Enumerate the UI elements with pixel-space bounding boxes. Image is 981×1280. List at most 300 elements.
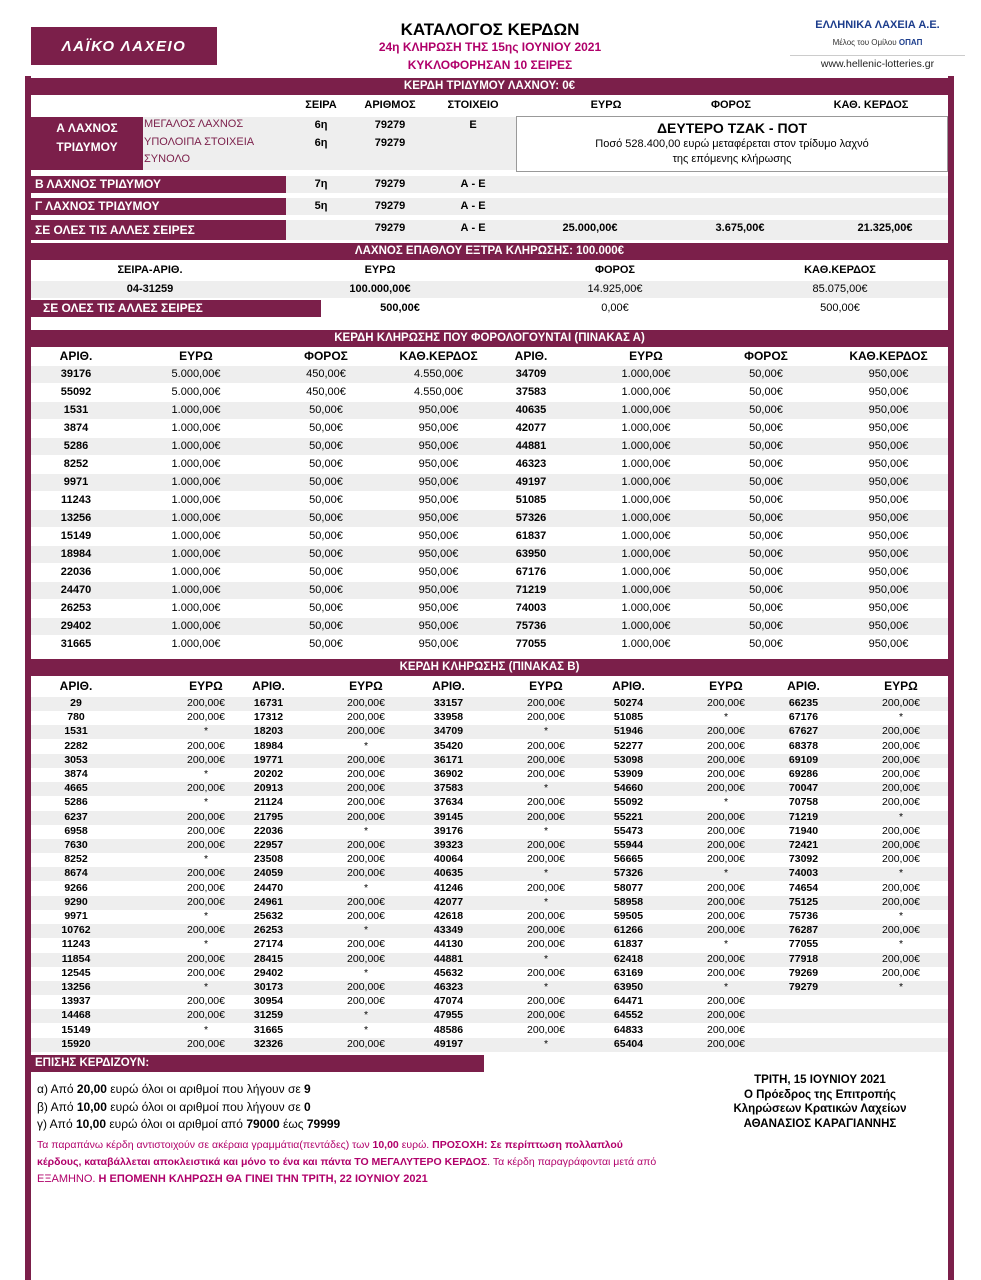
tableB-amount: *: [363, 966, 369, 979]
tableB-number: 55944: [613, 839, 644, 851]
tableB-number: 6237: [64, 810, 88, 823]
tableB-amount: *: [543, 782, 549, 795]
tableB-amount: 200,00€: [882, 924, 920, 937]
tableA-cell: 15149: [60, 530, 92, 542]
tableB-amount: 200,00€: [187, 753, 225, 766]
tableB-number: 31259: [253, 1009, 284, 1022]
tableA-cell: 950,00€: [418, 440, 459, 452]
tableB-amount: 200,00€: [187, 839, 225, 851]
tableB-amount: 200,00€: [187, 966, 225, 979]
tableA-cell: 50,00€: [309, 638, 343, 650]
tableB-amount: 200,00€: [527, 924, 565, 937]
tableA-header-cell: ΦΟΡΟΣ: [304, 349, 348, 363]
tableB-amount: 200,00€: [527, 796, 565, 809]
tableB-amount: *: [543, 952, 549, 965]
tableB-number: 51946: [613, 725, 644, 738]
tableB-amount: 200,00€: [187, 739, 225, 752]
tableB-amount: 200,00€: [707, 725, 745, 738]
tableA-cell: 31665: [60, 638, 92, 650]
tableB-number: 70047: [788, 782, 819, 795]
tableB-number: 24470: [253, 881, 284, 894]
tableB-amount: 200,00€: [707, 952, 745, 965]
tableA-cell: 13256: [60, 512, 92, 524]
tableB-amount: 200,00€: [187, 697, 225, 709]
tableB-number: 8252: [64, 853, 88, 866]
page-title: ΚΑΤΑΛΟΓΟΣ ΚΕΡΔΩΝ: [400, 20, 580, 39]
tableB-amount: 200,00€: [347, 910, 385, 922]
tableA-cell: 950,00€: [868, 620, 909, 632]
tableB-amount: 200,00€: [882, 753, 920, 766]
table-row: [31, 420, 948, 437]
tableA-cell: 50,00€: [309, 404, 343, 416]
all-net: 21.325,00€: [857, 222, 913, 234]
tableB-number: 33157: [433, 697, 464, 709]
all-number: 79279: [374, 222, 406, 234]
tableB-number: 67176: [788, 711, 819, 724]
tableA-cell: 29402: [60, 620, 92, 632]
tableB-amount: 200,00€: [347, 753, 385, 766]
tableB-number: 50274: [613, 697, 644, 709]
tableB-header-cell: ΑΡΙΘ.: [787, 679, 820, 693]
table-row: [31, 582, 948, 599]
tableB-amount: 200,00€: [187, 924, 225, 937]
tableA-cell: 50,00€: [309, 440, 343, 452]
tableA-cell: 950,00€: [868, 368, 909, 380]
tableB-number: 2282: [64, 739, 88, 752]
tableB-number: 34709: [433, 725, 464, 738]
tableA-cell: 1.000,00€: [621, 620, 671, 632]
hdr-series: ΣΕΙΡΑ: [305, 99, 337, 111]
tableB-number: 26253: [253, 924, 284, 937]
tableB-number: 45632: [433, 966, 464, 979]
tableB-amount: 200,00€: [707, 739, 745, 752]
triple-b-label: Β ΛΑΧΝΟΣ ΤΡΙΔΥΜΟΥ: [31, 176, 286, 193]
tableB-amount: 200,00€: [882, 824, 920, 837]
tableB-amount: 200,00€: [187, 867, 225, 880]
tableA-cell: 50,00€: [309, 530, 343, 542]
extra-hdr-tax: ΦΟΡΟΣ: [594, 264, 636, 276]
sign-line-1: Ο Πρόεδρος της Επιτροπής: [743, 1088, 897, 1101]
tableB-number: 24961: [253, 895, 284, 908]
tableB-number: 55221: [613, 810, 644, 823]
tableB-header-cell: ΕΥΡΩ: [349, 679, 383, 693]
tableB-number: 55473: [613, 824, 644, 837]
tableB-number: 61837: [613, 938, 644, 951]
triple-a-label-2: ΤΡΙΔΥΜΟΥ: [56, 140, 118, 154]
tableA-cell: 950,00€: [418, 584, 459, 596]
tableB-number: 44130: [433, 938, 464, 951]
tableA-cell: 57326: [515, 512, 547, 524]
tableB-amount: *: [543, 895, 549, 908]
tableB-amount: 200,00€: [347, 981, 385, 993]
tableB-amount: *: [203, 853, 209, 866]
tableA-cell: 18984: [60, 548, 92, 560]
tableB-number: 5286: [64, 796, 88, 809]
tableB-amount: 200,00€: [882, 725, 920, 738]
tableA-cell: 1.000,00€: [621, 584, 671, 596]
tableB-number: 74654: [788, 881, 819, 894]
tableA-cell: 50,00€: [309, 584, 343, 596]
tableA-cell: 1.000,00€: [171, 422, 221, 434]
tableB-number: 21124: [254, 796, 283, 809]
tableB-number: 9266: [64, 881, 88, 894]
tableA-cell: 950,00€: [868, 440, 909, 452]
tableB-number: 41246: [433, 881, 464, 894]
tableB-amount: 200,00€: [347, 782, 385, 795]
tableB-number: 64833: [613, 1023, 644, 1036]
tableA-cell: 50,00€: [749, 530, 783, 542]
tableB-amount: 200,00€: [527, 853, 565, 866]
tableB-number: 8674: [64, 867, 88, 880]
company-name: ΕΛΛΗΝΙΚΑ ΛΑΧΕΙΑ Α.Ε.: [815, 19, 940, 31]
tableB-amount: 200,00€: [527, 739, 565, 752]
a1-number: 79279: [374, 119, 406, 131]
extra-hdr-net: ΚΑΘ.ΚΕΡΔΟΣ: [804, 264, 876, 276]
tableA-cell: 1.000,00€: [171, 602, 221, 614]
tableA-cell: 50,00€: [309, 620, 343, 632]
tableB-amount: *: [723, 867, 729, 880]
tableB-number: 79279: [788, 981, 819, 993]
tableB-amount: 200,00€: [707, 697, 745, 709]
tableB-amount: *: [898, 981, 904, 993]
tableA-cell: 950,00€: [868, 512, 909, 524]
tableB-number: 3053: [64, 753, 88, 766]
table-row: [31, 600, 948, 617]
tableB-number: 29402: [253, 966, 284, 979]
tableB-number: 30954: [253, 995, 284, 1008]
tableA-cell: 42077: [515, 422, 547, 434]
sub-total: ΣΥΝΟΛΟ: [144, 153, 191, 165]
table-row: [31, 366, 948, 383]
tableB-number: 77055: [788, 938, 819, 951]
sub-major-draw: ΜΕΓΑΛΟΣ ΛΑΧΝΟΣ: [144, 118, 244, 130]
tableA-cell: 50,00€: [749, 440, 783, 452]
tableB-number: 27174: [253, 938, 284, 951]
tableB-amount: 200,00€: [707, 782, 745, 795]
tableB-number: 15149: [61, 1023, 91, 1036]
tableB-amount: *: [543, 981, 549, 993]
tableA-cell: 950,00€: [868, 404, 909, 416]
tableA-cell: 34709: [515, 368, 547, 380]
extra-all-label: ΣΕ ΟΛΕΣ ΤΙΣ ΑΛΛΕΣ ΣΕΙΡΕΣ: [31, 300, 321, 317]
tableA-cell: 1.000,00€: [621, 368, 671, 380]
tableB-amount: 200,00€: [527, 910, 565, 922]
tableA-cell: 950,00€: [418, 458, 459, 470]
tableA-cell: 950,00€: [418, 422, 459, 434]
tableB-amount: 200,00€: [527, 938, 565, 951]
tableB-amount: 200,00€: [707, 924, 745, 937]
sign-line-2: Κληρώσεων Κρατικών Λαχείων: [733, 1103, 907, 1115]
tableA-cell: 71219: [515, 584, 547, 596]
tableB-number: 22036: [253, 824, 284, 837]
c-element: Α - Ε: [460, 200, 486, 212]
tableB-amount: *: [203, 768, 209, 780]
tableA-cell: 950,00€: [868, 494, 909, 506]
tableA-cell: 44881: [515, 440, 547, 452]
tableB-amount: *: [203, 1023, 209, 1036]
tableA-cell: 950,00€: [418, 566, 459, 578]
note-line-2: κέρδους, καταβάλλεται αποκλειστικά και μόνο το ένα και πάντα ΤΟ ΜΕΓΑΛΥΤΕΡΟ ΚΕΡΔΟΣ. Τα κέρδη παραγράφονται μετά από: [37, 1156, 657, 1168]
tableB-number: 30173: [253, 981, 284, 993]
tableA-cell: 1.000,00€: [171, 404, 221, 416]
tableB-number: 46323: [433, 981, 464, 993]
tableB-number: 62418: [613, 952, 644, 965]
tableB-amount: 200,00€: [527, 711, 565, 724]
tableB-amount: 200,00€: [347, 796, 385, 809]
tableB-number: 53909: [613, 768, 644, 780]
a1-element: Ε: [469, 119, 477, 131]
tableB-amount: 200,00€: [187, 1037, 225, 1050]
tableA-header-row: [31, 348, 948, 365]
tableB-amount: *: [543, 867, 549, 880]
tableB: [31, 677, 948, 1052]
tableB-amount: *: [898, 938, 904, 951]
tableB-number: 77918: [788, 952, 819, 965]
tableB-number: 37583: [433, 782, 464, 795]
tableA-cell: 4.550,00€: [414, 368, 463, 380]
tableA-cell: 1.000,00€: [621, 566, 671, 578]
tableB-number: 36902: [433, 768, 464, 780]
hdr-net: ΚΑΘ. ΚΕΡΔΟΣ: [833, 99, 909, 111]
tableA-cell: 40635: [515, 404, 547, 416]
extra-all-euro: 500,00€: [380, 302, 420, 314]
tableA-cell: 1.000,00€: [171, 548, 221, 560]
tableB-amount: 200,00€: [347, 952, 385, 965]
triple-header-row: [31, 96, 948, 116]
tableA-cell: 950,00€: [418, 512, 459, 524]
tableA-cell: 950,00€: [868, 584, 909, 596]
tableB-number: 39323: [433, 839, 464, 851]
tableB-amount: 200,00€: [527, 839, 565, 851]
tableB-header-cell: ΕΥΡΩ: [189, 679, 223, 693]
tableB-number: 13937: [61, 995, 91, 1008]
tableA-cell: 50,00€: [749, 548, 783, 560]
tableA-cell: 950,00€: [418, 620, 459, 632]
tableB-amount: *: [203, 725, 209, 738]
tableB-amount: *: [363, 824, 369, 837]
tableB-number: 51085: [613, 711, 644, 724]
tableA-header-cell: ΑΡΙΘ.: [514, 349, 548, 363]
tableA-cell: 55092: [60, 386, 92, 398]
tableA-cell: 950,00€: [418, 638, 459, 650]
a2-series: 6η: [314, 137, 328, 149]
tableB-amount: 200,00€: [347, 938, 385, 951]
extra-hdr-euro: ΕΥΡΩ: [364, 264, 396, 276]
tableA-cell: 950,00€: [868, 602, 909, 614]
tableB-amount: 200,00€: [527, 768, 565, 780]
also-rule-a: α) Από 20,00 ευρώ όλοι οι αριθμοί που λήγουν σε 9: [37, 1082, 311, 1096]
note-line-1: Τα παραπάνω κέρδη αντιστοιχούν σε ακέραια γραμμάτια(πεντάδες) των 10,00 ευρώ. ΠΡΟΣΟΧΗ: Σε περίπτωση πολλαπλού: [37, 1139, 623, 1151]
tableA-cell: 50,00€: [749, 476, 783, 488]
tableB-number: 33958: [433, 711, 464, 724]
tableB-amount: 200,00€: [882, 881, 920, 894]
company-member: Μέλος του Ομίλου ΟΠΑΠ: [832, 38, 923, 47]
tableB-number: 69286: [788, 768, 819, 780]
tableB-number: 23508: [253, 853, 284, 866]
tableA-cell: 1.000,00€: [621, 548, 671, 560]
tableB-number: 13256: [61, 981, 91, 993]
tableA-cell: 950,00€: [868, 530, 909, 542]
also-rule-b: β) Από 10,00 ευρώ όλοι οι αριθμοί που λήγουν σε 0: [37, 1100, 311, 1114]
tableA-cell: 950,00€: [418, 602, 459, 614]
tableB-number: 9290: [64, 895, 88, 908]
tableB-number: 780: [67, 711, 85, 724]
tableB-amount: *: [363, 924, 369, 937]
tableB-number: 40064: [433, 853, 464, 866]
tableB-number: 75125: [788, 895, 819, 908]
tableB-amount: *: [203, 910, 209, 922]
tableA-cell: 1.000,00€: [621, 476, 671, 488]
tableB-amount: *: [363, 739, 369, 752]
tableA-cell: 950,00€: [868, 476, 909, 488]
tableB-amount: 200,00€: [882, 952, 920, 965]
tableA-header-cell: ΕΥΡΩ: [629, 349, 663, 363]
tableB-number: 7630: [64, 839, 88, 851]
tableA-cell: 50,00€: [749, 404, 783, 416]
tableB-amount: 200,00€: [527, 966, 565, 979]
tableB-number: 55092: [613, 796, 644, 809]
tableB-number: 79269: [788, 966, 819, 979]
tableA-cell: 39176: [60, 368, 92, 380]
table-row: [31, 402, 948, 419]
tableA-cell: 4.550,00€: [414, 386, 463, 398]
tableA-cell: 50,00€: [309, 458, 343, 470]
tableB-header-cell: ΕΥΡΩ: [709, 679, 743, 693]
tableB-amount: 200,00€: [707, 1037, 745, 1050]
tableA-cell: 50,00€: [309, 566, 343, 578]
tableB-amount: 200,00€: [707, 1009, 745, 1022]
tableA-cell: 50,00€: [749, 386, 783, 398]
tableB-amount: 200,00€: [527, 1009, 565, 1022]
tableB-amount: 200,00€: [347, 711, 385, 724]
tableA-cell: 1.000,00€: [621, 512, 671, 524]
tableB-amount: 200,00€: [187, 881, 225, 894]
company-url[interactable]: www.hellenic-lotteries.gr: [790, 55, 965, 70]
jackpot-text-2: της επόμενης κλήρωσης: [672, 153, 792, 165]
extra-all-net: 500,00€: [820, 302, 860, 314]
tableB-number: 63169: [613, 966, 644, 979]
tableB-amount: *: [898, 867, 904, 880]
tableA-cell: 63950: [515, 548, 547, 560]
tableB-number: 42618: [433, 910, 464, 922]
tableA-cell: 450,00€: [306, 368, 346, 380]
tableA-cell: 1.000,00€: [171, 458, 221, 470]
tableB-number: 56665: [613, 853, 644, 866]
tableB-number: 25632: [253, 910, 284, 922]
tableB-amount: *: [723, 796, 729, 809]
tableB-header-cell: ΑΡΙΘ.: [432, 679, 465, 693]
series-count: ΚΥΚΛΟΦΟΡΗΣΑΝ 10 ΣΕΙΡΕΣ: [407, 58, 573, 72]
tableB-amount: 200,00€: [347, 853, 385, 866]
tableA-cell: 50,00€: [749, 620, 783, 632]
tableB-amount: 200,00€: [347, 867, 385, 880]
tableA-cell: 950,00€: [868, 386, 909, 398]
tableB-number: 61266: [613, 924, 644, 937]
tableB-number: 75736: [788, 910, 819, 922]
tableB-number: 65404: [613, 1037, 644, 1050]
tableA-cell: 1.000,00€: [621, 404, 671, 416]
a1-series: 6η: [314, 119, 328, 131]
tableB-amount: 200,00€: [882, 853, 920, 866]
tableB-number: 42077: [433, 895, 464, 908]
tableB-amount: 200,00€: [707, 824, 745, 837]
tableA-cell: 8252: [63, 458, 89, 470]
tableA-cell: 950,00€: [868, 458, 909, 470]
tableB-header-cell: ΕΥΡΩ: [529, 679, 563, 693]
tableB-number: 39145: [433, 810, 464, 823]
tableB-number: 64552: [613, 1009, 644, 1022]
tableA-cell: 9971: [63, 476, 89, 488]
tableB-number: 12545: [61, 966, 91, 979]
tableA-cell: 3874: [63, 422, 89, 434]
tableA-cell: 950,00€: [418, 404, 459, 416]
tableB-amount: 200,00€: [187, 782, 225, 795]
tableA-cell: 1.000,00€: [621, 386, 671, 398]
extra-hdr-number: ΣΕΙΡΑ-ΑΡΙΘ.: [117, 264, 183, 276]
tableB-amount: 200,00€: [527, 753, 565, 766]
tableA-cell: 1.000,00€: [621, 530, 671, 542]
tableB-amount: 200,00€: [707, 839, 745, 851]
brand-logo: ΛΑΪΚΟ ΛΑΧΕΙΟ: [31, 27, 217, 65]
tableA-cell: 1.000,00€: [171, 566, 221, 578]
tableB-header-cell: ΕΥΡΩ: [884, 679, 918, 693]
tableA-cell: 1.000,00€: [621, 458, 671, 470]
extra-band: ΛΑΧΝΟΣ ΕΠΑΘΛΟΥ ΕΞΤΡΑ ΚΛΗΡΩΣΗΣ: 100.000€: [31, 243, 948, 260]
tableA-cell: 1.000,00€: [621, 638, 671, 650]
tableB-amount: 200,00€: [882, 697, 920, 709]
tableB-number: 31665: [253, 1023, 284, 1036]
table-row: [31, 564, 948, 581]
tableB-amount: 200,00€: [882, 768, 920, 780]
tableB-amount: *: [543, 824, 549, 837]
tableB-amount: *: [898, 711, 904, 724]
tableB-amount: 200,00€: [187, 711, 225, 724]
tableB-number: 72421: [788, 839, 819, 851]
tableA-cell: 5286: [63, 440, 89, 452]
tableB-number: 53098: [613, 753, 644, 766]
hdr-tax: ΦΟΡΟΣ: [710, 99, 752, 111]
tableB-number: 9971: [64, 910, 88, 922]
extra-euro: 100.000,00€: [349, 283, 411, 295]
triple-c-label: Γ ΛΑΧΝΟΣ ΤΡΙΔΥΜΟΥ: [31, 198, 286, 215]
tableB-amount: 200,00€: [347, 839, 385, 851]
sub-other-elements: ΥΠΟΛΟΙΠΑ ΣΤΟΙΧΕΙΑ: [144, 136, 255, 148]
table-row: [31, 618, 948, 635]
tableB-number: 67627: [788, 725, 819, 738]
tableA-cell: 950,00€: [418, 476, 459, 488]
tableA-cell: 1.000,00€: [621, 422, 671, 434]
tableB-number: 47955: [433, 1009, 464, 1022]
tableB-number: 58958: [613, 895, 644, 908]
table-row: [31, 456, 948, 473]
tableB-number: 74003: [788, 867, 819, 880]
tableB-number: 66235: [788, 697, 819, 709]
draw-subtitle: 24η ΚΛΗΡΩΣΗ ΤΗΣ 15ης ΙΟΥΝΙΟΥ 2021: [378, 40, 602, 54]
tableA-cell: 75736: [515, 620, 547, 632]
tableA-cell: 50,00€: [749, 602, 783, 614]
tableA-header-cell: ΦΟΡΟΣ: [744, 349, 788, 363]
tableA-cell: 67176: [515, 566, 547, 578]
tableB-number: 69109: [788, 753, 819, 766]
b-element: Α - Ε: [460, 178, 486, 190]
sign-line-3: ΑΘΑΝΑΣΙΟΣ ΚΑΡΑΓΙΑΝΝΗΣ: [743, 1117, 897, 1130]
tableA-cell: 1.000,00€: [171, 440, 221, 452]
tableB-number: 19771: [253, 753, 284, 766]
tableB-number: 4665: [64, 782, 88, 795]
tableA-cell: 1.000,00€: [621, 494, 671, 506]
also-rule-c: γ) Από 10,00 ευρώ όλοι οι αριθμοί από 79000 έως 79999: [37, 1117, 341, 1131]
tableA-cell: 22036: [60, 566, 92, 578]
